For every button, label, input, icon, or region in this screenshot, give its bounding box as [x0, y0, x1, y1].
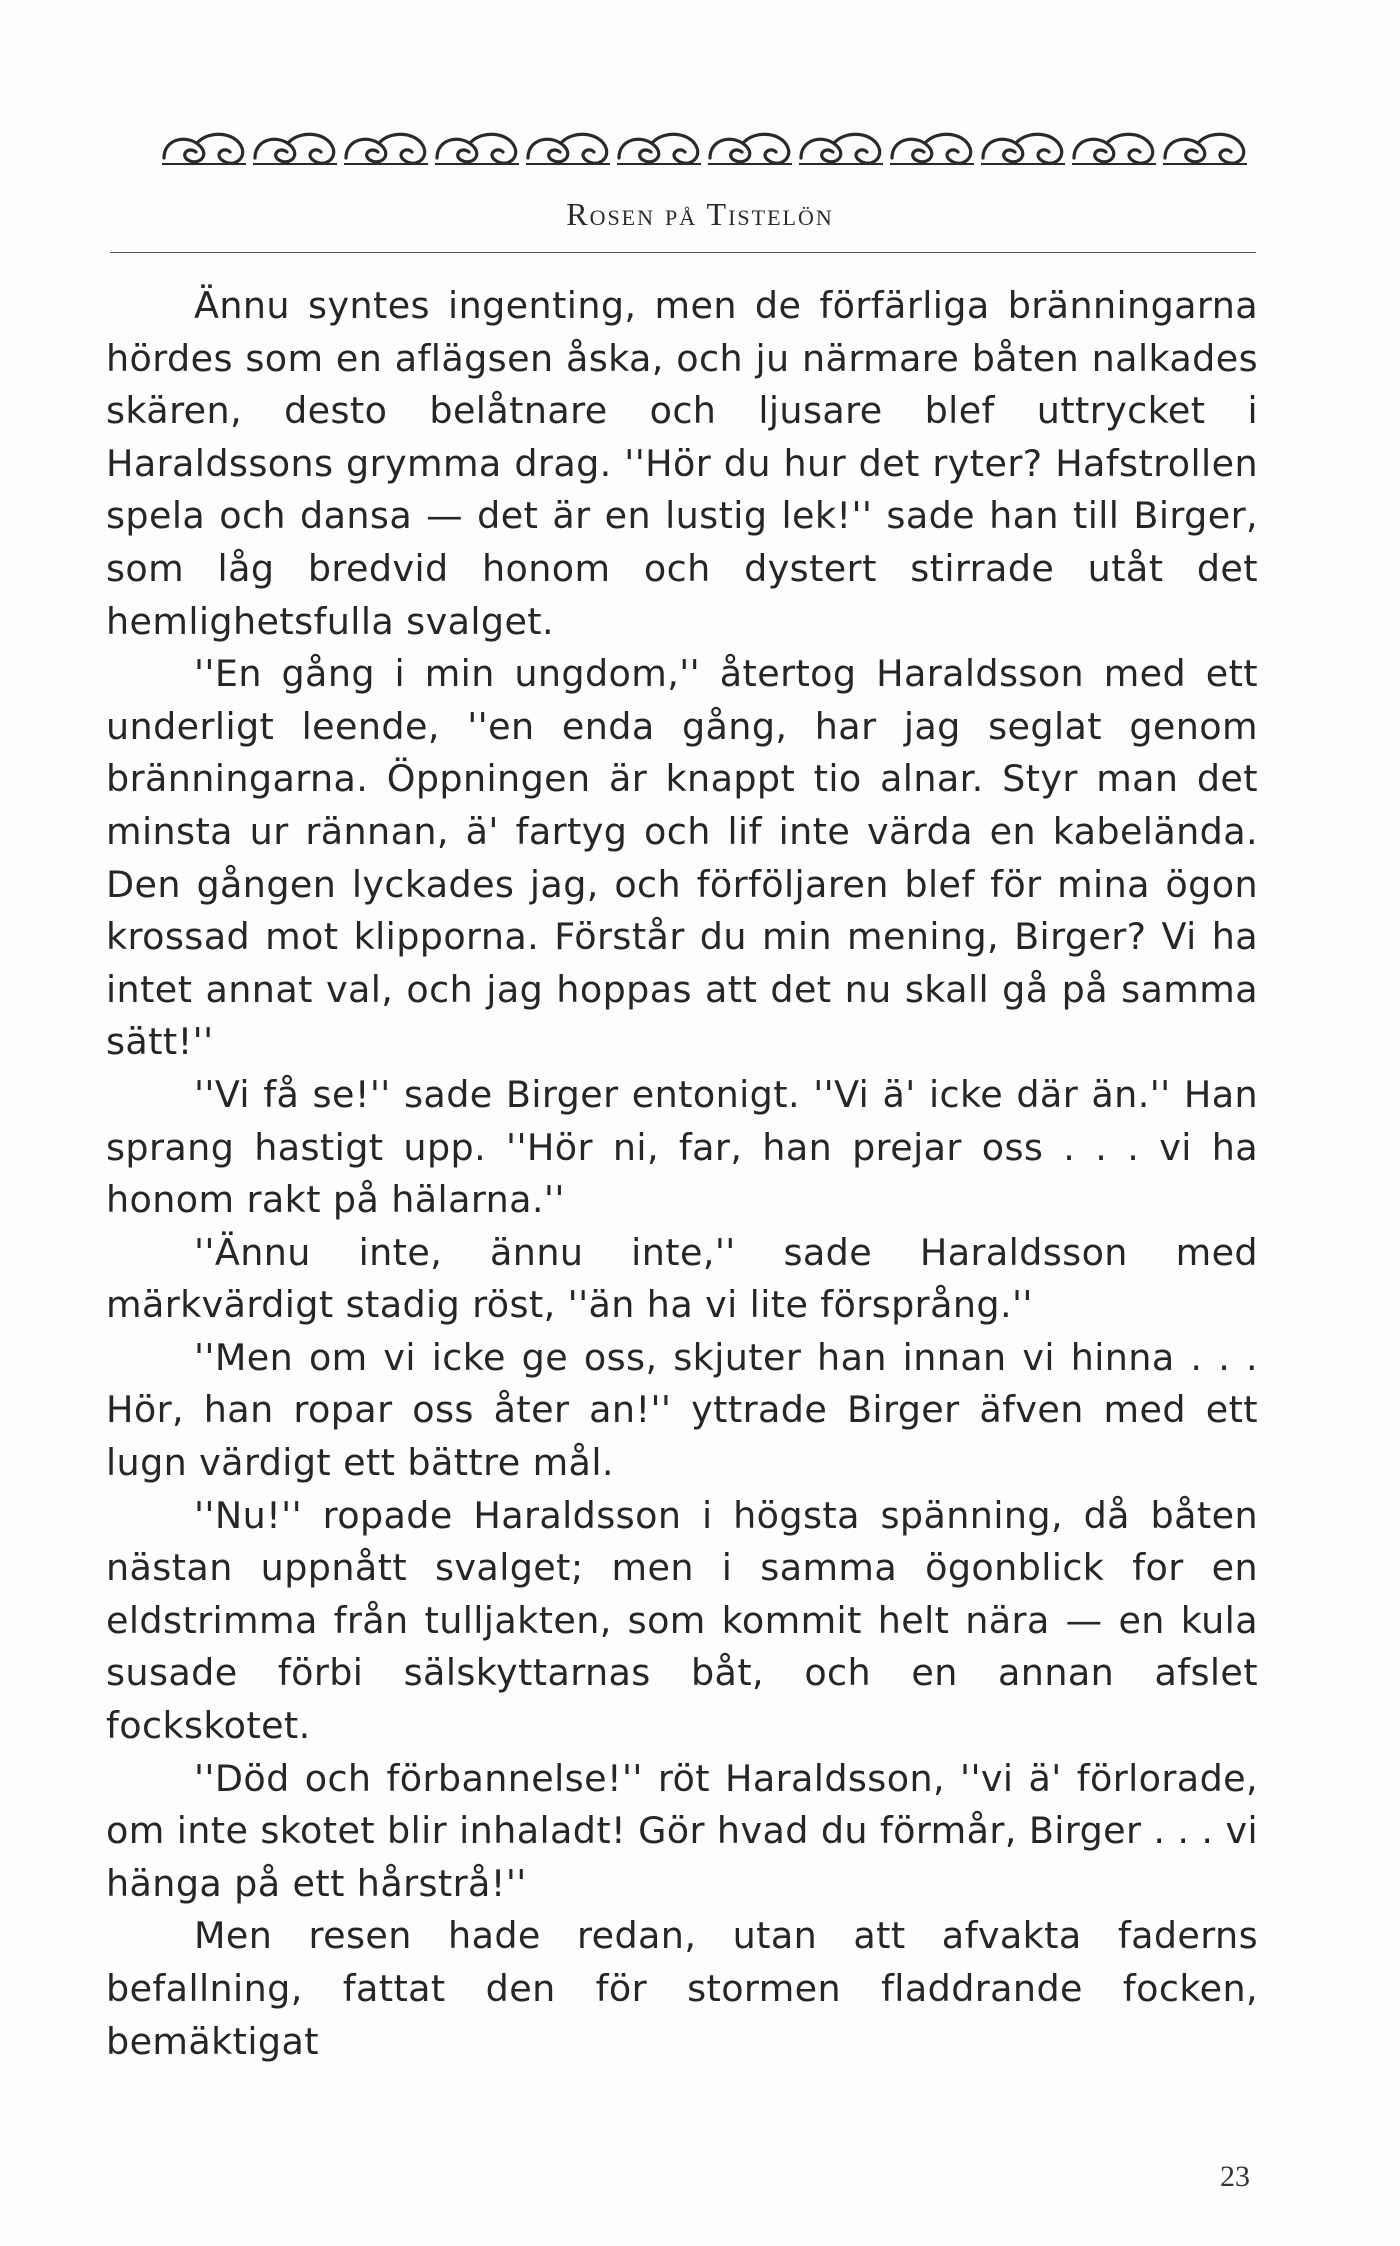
paragraph: ''Nu!'' ropade Haraldsson i högsta spänning, då båten nästan uppnått svalget; men i samma ögonblick for en eldstrimma från tulljakten, som kommit helt nära — en kula susade förbi sälskyttarnas båt, och en annan afslet fockskotet. — [106, 1493, 1258, 1748]
page-number: 23 — [1220, 2160, 1250, 2193]
running-head: Rosen på Tistelön — [566, 196, 834, 232]
paragraph: ''Död och förbannelse!'' röt Haraldsson, ''vi ä' förlorade, om inte skotet blir inhaladt! Gör hvad du förmår, Birger . . . vi hänga på ett hårstrå!'' — [106, 1756, 1258, 1905]
paragraph: ''Vi få se!'' sade Birger entonigt. ''Vi ä' icke där än.'' Han sprang hastigt upp. ''Hör ni, far, han prejar oss . . . vi ha honom rakt på hälarna.'' — [106, 1072, 1258, 1222]
decorative-scroll-border — [158, 128, 1252, 172]
paragraph: ''En gång i min ungdom,'' återtog Haraldsson med ett underligt leende, ''en enda gång, har jag seglat genom bränningarna. Öppningen är knappt tio alnar. Styr man det minsta ur rännan, ä' fartyg och lif inte värda en kabelända. Den gången lyckades jag, och förföljaren blef för mina ögon krossad mot klipporna. Förstår du min mening, Birger? Vi ha intet annat val, och jag hoppas att det nu skall gå på samma sätt!'' — [106, 652, 1258, 1064]
header-rule — [110, 252, 1256, 253]
paragraph: ''Men om vi icke ge oss, skjuter han innan vi hinna . . . Hör, han ropar oss åter an!'' yttrade Birger äfven med ett lugn värdigt ett bättre mål. — [106, 1335, 1258, 1485]
body-text — [106, 280, 1258, 2068]
paragraph: Men resen hade redan, utan att afvakta faderns befallning, fattat den för stormen fladdrande focken, bemäktigat — [106, 1914, 1258, 2063]
paragraph: ''Ännu inte, ännu inte,'' sade Haraldsson med märkvärdigt stadig röst, ''än ha vi lite försprång.'' — [106, 1230, 1258, 1327]
paragraph: Ännu syntes ingenting, men de förfärliga bränningarna hördes som en aflägsen åska, och ju närmare båten nalkades skären, desto belåtnare och ljusare blef uttrycket i Haraldssons grymma drag. ''Hör du hur det ryter? Hafstrollen spela och dansa — det är en lustig lek!'' sade han till Birger, som låg bredvid honom och dystert stirrade utåt det hemlighetsfulla svalget. — [106, 284, 1258, 643]
